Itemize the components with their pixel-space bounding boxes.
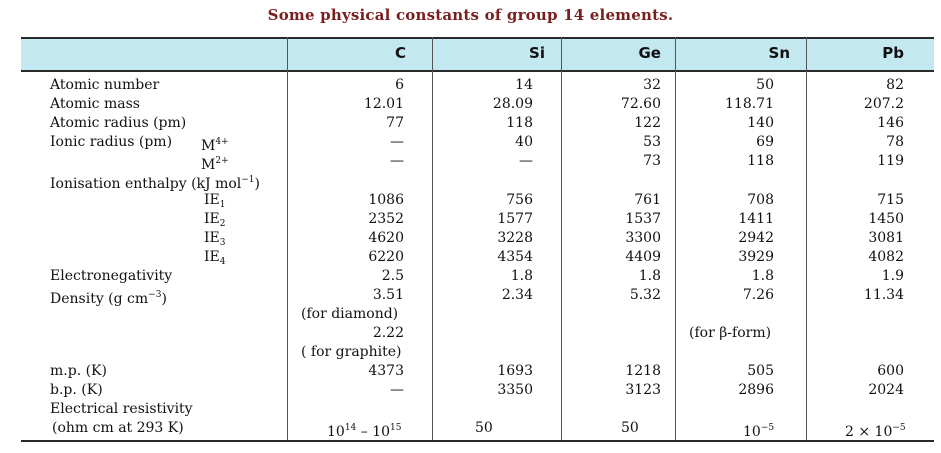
electronegativity-c: 2.5	[381, 268, 404, 284]
mp-sn: 505	[747, 363, 774, 379]
ionic-radius-m2-pb: 119	[877, 153, 904, 169]
density-c-note-diamond: (for diamond)	[301, 306, 399, 322]
ie3-ge: 3300	[625, 230, 661, 246]
mp-pb: 600	[877, 363, 904, 379]
ie1-c: 1086	[368, 192, 404, 208]
atomic-radius-si: 118	[506, 115, 533, 131]
ie1-label: $IE_1$	[204, 192, 226, 210]
constants-table	[21, 37, 934, 442]
atomic-radius-ge: 122	[634, 115, 661, 131]
ie2-c: 2352	[368, 211, 404, 227]
table-caption: Some physical constants of group 14 elements.	[267, 6, 674, 24]
row-label-atomic-mass: Atomic mass	[50, 96, 140, 112]
row-label-ionisation-enthalpy: Ionisation enthalpy (kJ mol$^{-1}$)	[50, 175, 261, 192]
ie1-pb: 715	[877, 192, 904, 208]
density-si: 2.34	[501, 287, 533, 303]
mp-ge: 1218	[625, 363, 661, 379]
atomic-radius-pb: 146	[877, 115, 904, 131]
atomic-mass-si: 28.09	[492, 96, 533, 112]
density-ge: 5.32	[629, 287, 661, 303]
bp-si: 3350	[497, 382, 533, 398]
ie3-si: 3228	[497, 230, 533, 246]
atomic-number-pb: 82	[886, 77, 904, 93]
column-header-sn: Sn	[768, 44, 790, 62]
ie1-sn: 708	[747, 192, 774, 208]
ie4-sn: 3929	[738, 249, 774, 265]
ie3-label: $IE_3$	[204, 230, 226, 248]
ionic-radius-m4-c: —	[390, 134, 404, 150]
bp-ge: 3123	[625, 382, 661, 398]
density-sn-note: (for β-form)	[689, 325, 772, 341]
ionic-radius-m4-label: $M^{4+}$	[201, 137, 229, 154]
ionic-radius-m4-pb: 78	[886, 134, 904, 150]
electronegativity-si: 1.8	[510, 268, 533, 284]
atomic-number-ge: 32	[643, 77, 661, 93]
atomic-mass-sn: 118.71	[725, 96, 774, 112]
table-bottom-rule	[21, 440, 934, 442]
atomic-number-c: 6	[395, 77, 404, 93]
ie1-si: 756	[506, 192, 533, 208]
ionic-radius-m4-sn: 69	[756, 134, 774, 150]
ie4-c: 6220	[368, 249, 404, 265]
row-label-atomic-number: Atomic number	[50, 77, 160, 93]
ionic-radius-m4-si: 40	[515, 134, 533, 150]
column-header-c: C	[394, 44, 406, 62]
row-label-atomic-radius: Atomic radius (pm)	[50, 115, 187, 131]
row-label-ionic-radius: Ionic radius (pm)	[50, 134, 173, 150]
row-label-resistivity-units: (ohm cm at 293 K)	[52, 420, 184, 436]
ie2-sn: 1411	[738, 211, 774, 227]
ie2-label: $IE_2$	[204, 211, 226, 229]
ie3-sn: 2942	[738, 230, 774, 246]
ie2-si: 1577	[497, 211, 533, 227]
atomic-number-si: 14	[515, 77, 533, 93]
ionic-radius-m2-si: —	[519, 153, 533, 169]
resistivity-c: $10^{14} - 10^{15}$	[327, 423, 402, 440]
row-label-density: Density (g $cm^{-3}$)	[50, 290, 167, 307]
mp-c: 4373	[368, 363, 404, 379]
ionic-radius-m2-label: $M^{2+}$	[201, 156, 229, 173]
density-c: 3.51	[372, 287, 404, 303]
atomic-radius-c: 77	[386, 115, 404, 131]
bp-c: —	[390, 382, 404, 398]
ie1-ge: 761	[634, 192, 661, 208]
resistivity-ge: 50	[621, 420, 639, 436]
bp-sn: 2896	[738, 382, 774, 398]
ie2-pb: 1450	[868, 211, 904, 227]
density-pb: 11.34	[863, 287, 904, 303]
column-header-ge: Ge	[638, 44, 661, 62]
atomic-mass-c: 12.01	[363, 96, 404, 112]
ie3-pb: 3081	[868, 230, 904, 246]
ie3-c: 4620	[368, 230, 404, 246]
row-label-electrical-resistivity: Electrical resistivity	[50, 401, 193, 417]
column-header-pb: Pb	[882, 44, 904, 62]
ie2-ge: 1537	[625, 211, 661, 227]
bp-pb: 2024	[868, 382, 904, 398]
row-label-melting-point: m.p. (K)	[50, 363, 107, 379]
ionic-radius-m2-ge: 73	[643, 153, 661, 169]
resistivity-sn: $10^{-5}$	[743, 423, 775, 440]
ie4-label: $IE_4$	[204, 249, 226, 267]
density-sn: 7.26	[742, 287, 774, 303]
ie4-si: 4354	[497, 249, 533, 265]
atomic-number-sn: 50	[756, 77, 774, 93]
density-c-note-graphite: ( for graphite)	[301, 344, 402, 360]
atomic-radius-sn: 140	[747, 115, 774, 131]
ionic-radius-m2-c: —	[390, 153, 404, 169]
electronegativity-sn: 1.8	[751, 268, 774, 284]
density-c-graphite-value: 2.22	[372, 325, 404, 341]
resistivity-si: 50	[475, 420, 493, 436]
row-label-boiling-point: b.p. (K)	[50, 382, 103, 398]
ie4-pb: 4082	[868, 249, 904, 265]
ionic-radius-m2-sn: 118	[747, 153, 774, 169]
ionic-radius-m4-ge: 53	[643, 134, 661, 150]
atomic-mass-ge: 72.60	[620, 96, 661, 112]
row-label-electronegativity: Electronegativity	[50, 268, 173, 284]
ie4-ge: 4409	[625, 249, 661, 265]
column-header-si: Si	[529, 44, 545, 62]
atomic-mass-pb: 207.2	[863, 96, 904, 112]
mp-si: 1693	[497, 363, 533, 379]
resistivity-pb: $2 \times 10^{-5}$	[845, 423, 906, 440]
electronegativity-pb: 1.9	[881, 268, 904, 284]
electronegativity-ge: 1.8	[638, 268, 661, 284]
